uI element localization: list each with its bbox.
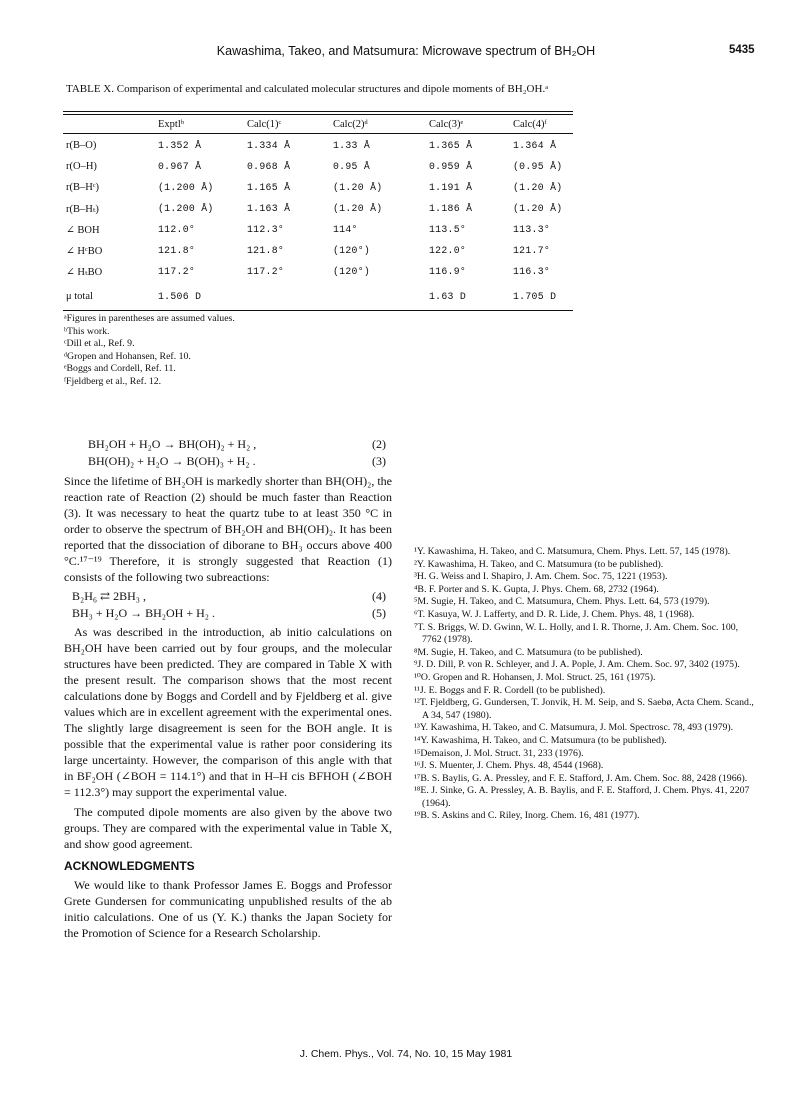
table-caption: TABLE X. Comparison of experimental and calculated molecular structures and dipole moments of BH₂OH.ᵃ [66,83,549,95]
table-footnotes [64,313,235,389]
table-cell: (1.200 Å) [158,203,214,214]
table-cell: 113.3° [513,224,551,235]
reference-item: ¹²T. Fjeldberg, G. Gundersen, T. Jonvik, H. M. Seip, and S. Saebø, Acta Chem. Scand., A 34, 547 (1980). [414,697,754,721]
equation-5 [64,605,392,622]
table-row [63,220,573,241]
table-cell: 121.7° [513,245,551,256]
table-cell: 116.3° [513,266,551,277]
table-cell: ∠ HᶜBO [66,246,103,257]
column-header: Calc(4)ᶠ [513,119,547,130]
table-cell: 1.506 D [158,291,202,302]
running-title: Kawashima, Takeo, and Matsumura: Microwave spectrum of BH₂OH [216,44,596,58]
equation-3 [64,453,392,470]
reference-item: ¹⁸E. J. Sinke, G. A. Pressley, A. B. Baylis, and F. E. Stafford, J. Chem. Phys. 41, 2207 (1964). [414,785,750,809]
table-cell: 122.0° [429,245,467,256]
table-row [63,178,573,199]
table-cell: 1.163 Å [247,203,291,214]
table-cell: 1.186 Å [429,203,473,214]
table-cell: 1.352 Å [158,140,202,151]
footnote: ᵈGropen and Hohansen, Ref. 10. [64,350,191,362]
table-header-row [63,115,573,133]
table-cell: (120°) [333,266,371,277]
table-cell: (1.20 Å) [333,182,383,193]
table-body [63,134,573,283]
footnote: ᵉBoggs and Cordell, Ref. 11. [64,363,176,375]
table-cell: 1.165 Å [247,182,291,193]
table-cell: (1.20 Å) [513,203,563,214]
reference-item: ⁵M. Sugie, H. Takeo, and C. Matsumura, Chem. Phys. Lett. 64, 573 (1979). [414,596,710,608]
table-row [63,136,573,157]
table-cell: μ total [66,291,93,302]
table-cell: 116.9° [429,266,467,277]
table-cell: r(B–Hₜ) [66,204,99,215]
table-cell: 0.968 Å [247,161,291,172]
table-cell: 121.8° [158,245,196,256]
table-row [63,241,573,262]
reference-item: ¹⁷B. S. Baylis, G. A. Pressley, and F. E. Stafford, J. Am. Chem. Soc. 88, 2428 (1966). [414,772,748,784]
reference-item: ¹Y. Kawashima, H. Takeo, and C. Matsumura, Chem. Phys. Lett. 57, 145 (1978). [414,546,731,557]
table-cell: 1.364 Å [513,140,557,151]
section-heading: ACKNOWLEDGMENTS [64,859,195,873]
footnote: ᶠFjeldberg et al., Ref. 12. [64,375,162,387]
table-cell: 117.2° [247,266,285,277]
page-number: 5435 [729,44,755,56]
reference-item: ¹⁵Demaison, J. Mol. Struct. 31, 233 (1976). [414,747,584,759]
table-cell: 114° [333,224,358,235]
table-cell: 1.705 D [513,291,557,302]
acknowledgments-paragraph: We would like to thank Professor James E. Boggs and Professor Grete Gundersen for communicating unpublished results of the ab initio calculations. One of us (Y. K.) thanks the Japan Society for the Promotion of Science for a Research Scholarship. [64,878,392,940]
table-cell: 1.334 Å [247,140,291,151]
footnote: ᶜDill et al., Ref. 9. [64,338,135,350]
table-bottom-rule [63,310,573,311]
table-row [63,199,573,220]
body-paragraph: As was described in the introduction, ab initio calculations on BH₂OH have been carried out by four groups, and the molecular structures have been predicted. They are compared in Table X with the present result. The comparison shows that the most recent calculations done by Boggs and Cordell and by Fjeldberg et al. give values which are in excellent agreement with the experimental ones. The slightly large disagreement is seen for the BOH angle. It is possible that the experimental value is rather poor considering its large uncertainty. However, the comparison of this angle with that in BF₂OH (∠BOH = 114.1°) and that in H–H cis BFHOH (∠BOH = 112.3°) may support the experimental value. [64,625,392,799]
reference-item: ⁸M. Sugie, H. Takeo, and C. Matsumura (to be published). [414,646,643,658]
references-list [414,546,754,823]
reference-item: ¹³Y. Kawashima, H. Takeo, and C. Matsumura, J. Mol. Spectrosc. 78, 493 (1979). [414,722,734,734]
reference-item: ¹¹J. E. Boggs and F. R. Cordell (to be published). [414,684,606,696]
table-cell: 1.365 Å [429,140,473,151]
column-header: Calc(2)ᵈ [333,119,368,130]
equation-text: BH₃ + H₂O → BH₂OH + H₂ . [72,606,215,620]
table-cell: 1.33 Å [333,140,371,151]
reference-item: ³H. G. Weiss and I. Shapiro, J. Am. Chem. Soc. 75, 1221 (1953). [414,571,668,583]
equation-text: BH(OH)₂ + H₂O → B(OH)₃ + H₂ . [88,454,256,468]
table-cell: r(B–O) [66,140,97,151]
data-table [63,111,573,311]
footer-citation: J. Chem. Phys., Vol. 74, No. 10, 15 May 1981 [299,1048,513,1060]
left-column [64,436,392,941]
table-cell: 112.0° [158,224,196,235]
table-cell: 112.3° [247,224,285,235]
equation-number: (3) [372,454,386,468]
table-cell: 113.5° [429,224,467,235]
footnote: ᵃFigures in parentheses are assumed values. [64,313,235,324]
equation-number: (2) [372,437,386,451]
table-cell: 0.967 Å [158,161,202,172]
table-cell: 1.63 D [429,291,467,302]
table-cell: (1.200 Å) [158,182,214,193]
table-cell: 0.95 Å [333,161,371,172]
equation-2 [64,436,392,453]
reference-item: ¹⁹B. S. Askins and C. Riley, Inorg. Chem. 16, 481 (1977). [414,810,640,822]
table-cell: (1.20 Å) [513,182,563,193]
equation-number: (4) [372,589,386,603]
reference-item: ⁴B. F. Porter and S. K. Gupta, J. Phys. Chem. 68, 2732 (1964). [414,583,659,595]
table-row [63,157,573,178]
reference-item: ²Y. Kawashima, H. Takeo, and C. Matsumura (to be published). [414,558,664,570]
table-cell: (120°) [333,245,371,256]
footnote: ᵇThis work. [64,325,110,337]
column-header: Calc(1)ᶜ [247,119,282,130]
table-cell: 117.2° [158,266,196,277]
equation-number: (5) [372,606,386,620]
table-cell: 1.191 Å [429,182,473,193]
reference-item: ⁹J. D. Dill, P. von R. Schleyer, and J. A. Pople, J. Am. Chem. Soc. 97, 3402 (1975). [414,659,740,671]
table-cell: (1.20 Å) [333,203,383,214]
reference-item: ¹⁶J. S. Muenter, J. Chem. Phys. 48, 4544 (1968). [414,760,604,772]
table-top-rule [63,111,573,112]
column-header: Calc(3)ᵉ [429,119,464,130]
equation-4 [64,588,392,605]
table-cell: r(B–Hᶜ) [66,182,100,193]
equation-text: BH₂OH + H₂O → BH(OH)₂ + H₂ , [88,437,257,451]
table-cell: ∠ HₜBO [66,267,103,278]
table-row-dipole [63,287,573,308]
equation-text: B₂H₆ ⇄ 2BH₃ , [72,589,146,603]
table-cell: r(O–H) [66,161,97,172]
reference-item: ⁶T. Kasuya, W. J. Lafferty, and D. R. Lide, J. Chem. Phys. 48, 1 (1968). [414,608,695,620]
table-cell: 121.8° [247,245,285,256]
column-header: Exptlᵇ [158,119,184,130]
table-row [63,262,573,283]
reference-item: ¹⁰O. Gropen and R. Hohansen, J. Mol. Struct. 25, 161 (1975). [414,671,656,683]
reference-item: ¹⁴Y. Kawashima, H. Takeo, and C. Matsumura (to be published). [414,734,667,746]
table-cell: (0.95 Å) [513,161,563,172]
reference-item: ⁷T. S. Briggs, W. D. Gwinn, W. L. Holly, and I. R. Thorne, J. Am. Chem. Soc. 100, 7762 (1978). [414,621,739,646]
table-cell: ∠ BOH [66,225,100,236]
body-paragraph: Since the lifetime of BH₂OH is markedly shorter than BH(OH)₂, the reaction rate of Reaction (2) should be much faster than Reaction (3). It was necessary to heat the quartz tube to at least 350 °C in order to observe the spectrum of BH₂OH and BH(OH)₂. It has been reported that the dissociation of diborane to BH₃ occurs above 400 °C.¹⁷⁻¹⁹ Therefore, it is strongly suggested that Reaction (1) consists of the following two subreactions: [64,474,392,584]
body-paragraph: The computed dipole moments are also given by the above two groups. They are compared with the experimental value in Table X, and show good agreement. [64,805,392,851]
table-cell: 0.959 Å [429,161,473,172]
